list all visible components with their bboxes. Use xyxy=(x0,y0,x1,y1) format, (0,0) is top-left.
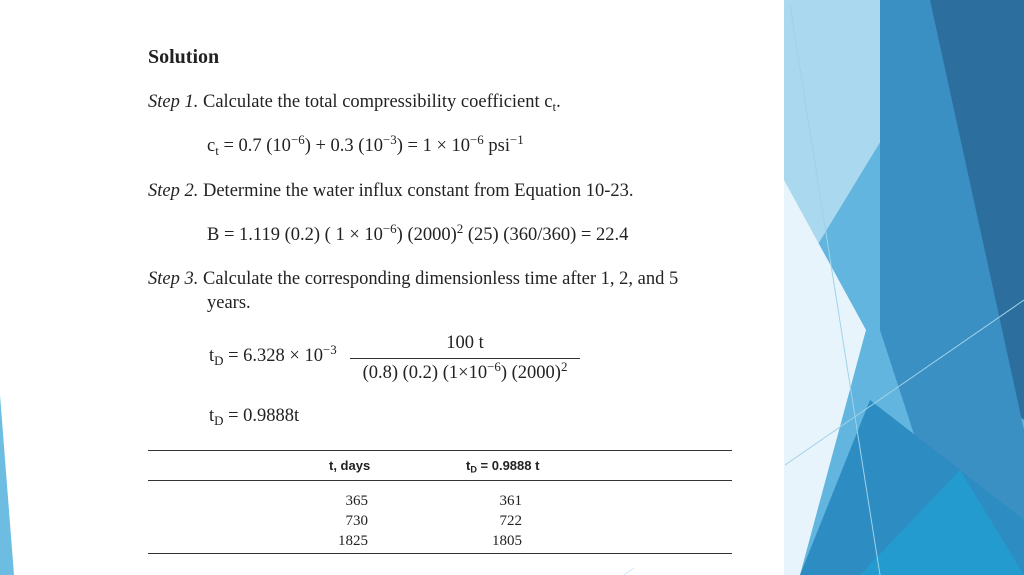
td-fraction xyxy=(350,333,580,383)
step1-label: Step 1. xyxy=(148,92,199,112)
td-sub: D xyxy=(214,352,224,368)
ct-sub: t xyxy=(215,142,219,158)
td-coef-sup: −3 xyxy=(322,341,337,357)
eq1-part-a: = 0.7 (10 xyxy=(218,136,291,156)
eq1-sup-d: −1 xyxy=(510,131,524,147)
den-sup: −6 xyxy=(487,358,501,374)
eq1-sup-a: −6 xyxy=(290,131,305,147)
solution-heading: Solution xyxy=(148,46,220,68)
eq1-part-d: psi xyxy=(483,136,510,156)
step2-description: Determine the water influx constant from Equation 10-23. xyxy=(202,181,634,201)
den-sup2: 2 xyxy=(560,358,568,374)
td-coefficient: = 6.328 × 10 xyxy=(223,346,323,366)
step1-end: . xyxy=(556,92,561,112)
table-header-rule xyxy=(148,480,732,481)
table-cell-td: 722 xyxy=(499,513,522,529)
step3-text xyxy=(148,269,678,290)
step2-text xyxy=(148,181,634,202)
table-cell-t: 730 xyxy=(345,513,368,529)
eq2-part-a: B = 1.119 (0.2) ( 1 × 10 xyxy=(207,225,383,245)
step2-equation xyxy=(207,220,629,246)
ct-symbol: c xyxy=(207,136,216,156)
table-cell-t: 365 xyxy=(345,493,368,509)
fraction-numerator: 100 t xyxy=(446,333,484,353)
step1-description: Calculate the total compressibility coefficient c xyxy=(202,92,553,112)
eq1-sup-c: −6 xyxy=(470,131,484,147)
step1-sub: t xyxy=(552,98,557,114)
table-header-td xyxy=(466,458,539,473)
step3-label: Step 3. xyxy=(148,269,199,289)
fraction-bar xyxy=(350,358,580,359)
step2-label: Step 2. xyxy=(148,181,199,201)
eq2-sup-b: 2 xyxy=(456,220,464,236)
step3-description: Calculate the corresponding dimensionless time after 1, 2, and 5 xyxy=(202,269,679,289)
td-result-equation xyxy=(209,406,299,427)
table-cell-td: 1805 xyxy=(492,533,522,549)
step1-equation xyxy=(207,131,524,158)
table-bottom-rule xyxy=(148,553,732,554)
th-td-formula: = 0.9888 t xyxy=(476,458,540,473)
eq2-part-c: (25) (360/360) = 22.4 xyxy=(463,225,629,245)
fraction-denominator xyxy=(350,358,580,384)
step3-text-line2: years. xyxy=(207,293,251,313)
eq1-sup-b: −3 xyxy=(382,131,397,147)
th-td-symbol: t xyxy=(466,458,471,473)
eq1-part-b: ) + 0.3 (10 xyxy=(304,136,383,156)
eq2-sup-a: −6 xyxy=(382,220,397,236)
th-td-sub: D xyxy=(470,464,477,475)
td-result-sub: D xyxy=(214,412,224,428)
td-equation-lhs xyxy=(209,341,337,368)
table-top-rule xyxy=(148,450,732,451)
den-part-a: (0.8) (0.2) (1×10 xyxy=(362,363,488,383)
table-header-t-days: t, days xyxy=(329,458,371,473)
step1-text xyxy=(148,92,561,113)
den-part-b: ) (2000) xyxy=(500,363,561,383)
td-symbol: t xyxy=(209,346,215,366)
td-result-symbol: t xyxy=(209,406,215,426)
eq2-part-b: ) (2000) xyxy=(396,225,457,245)
table-cell-td: 361 xyxy=(499,493,522,509)
table-cell-t: 1825 xyxy=(338,533,368,549)
td-result-value: = 0.9888t xyxy=(223,406,300,426)
eq1-part-c: ) = 1 × 10 xyxy=(396,136,471,156)
